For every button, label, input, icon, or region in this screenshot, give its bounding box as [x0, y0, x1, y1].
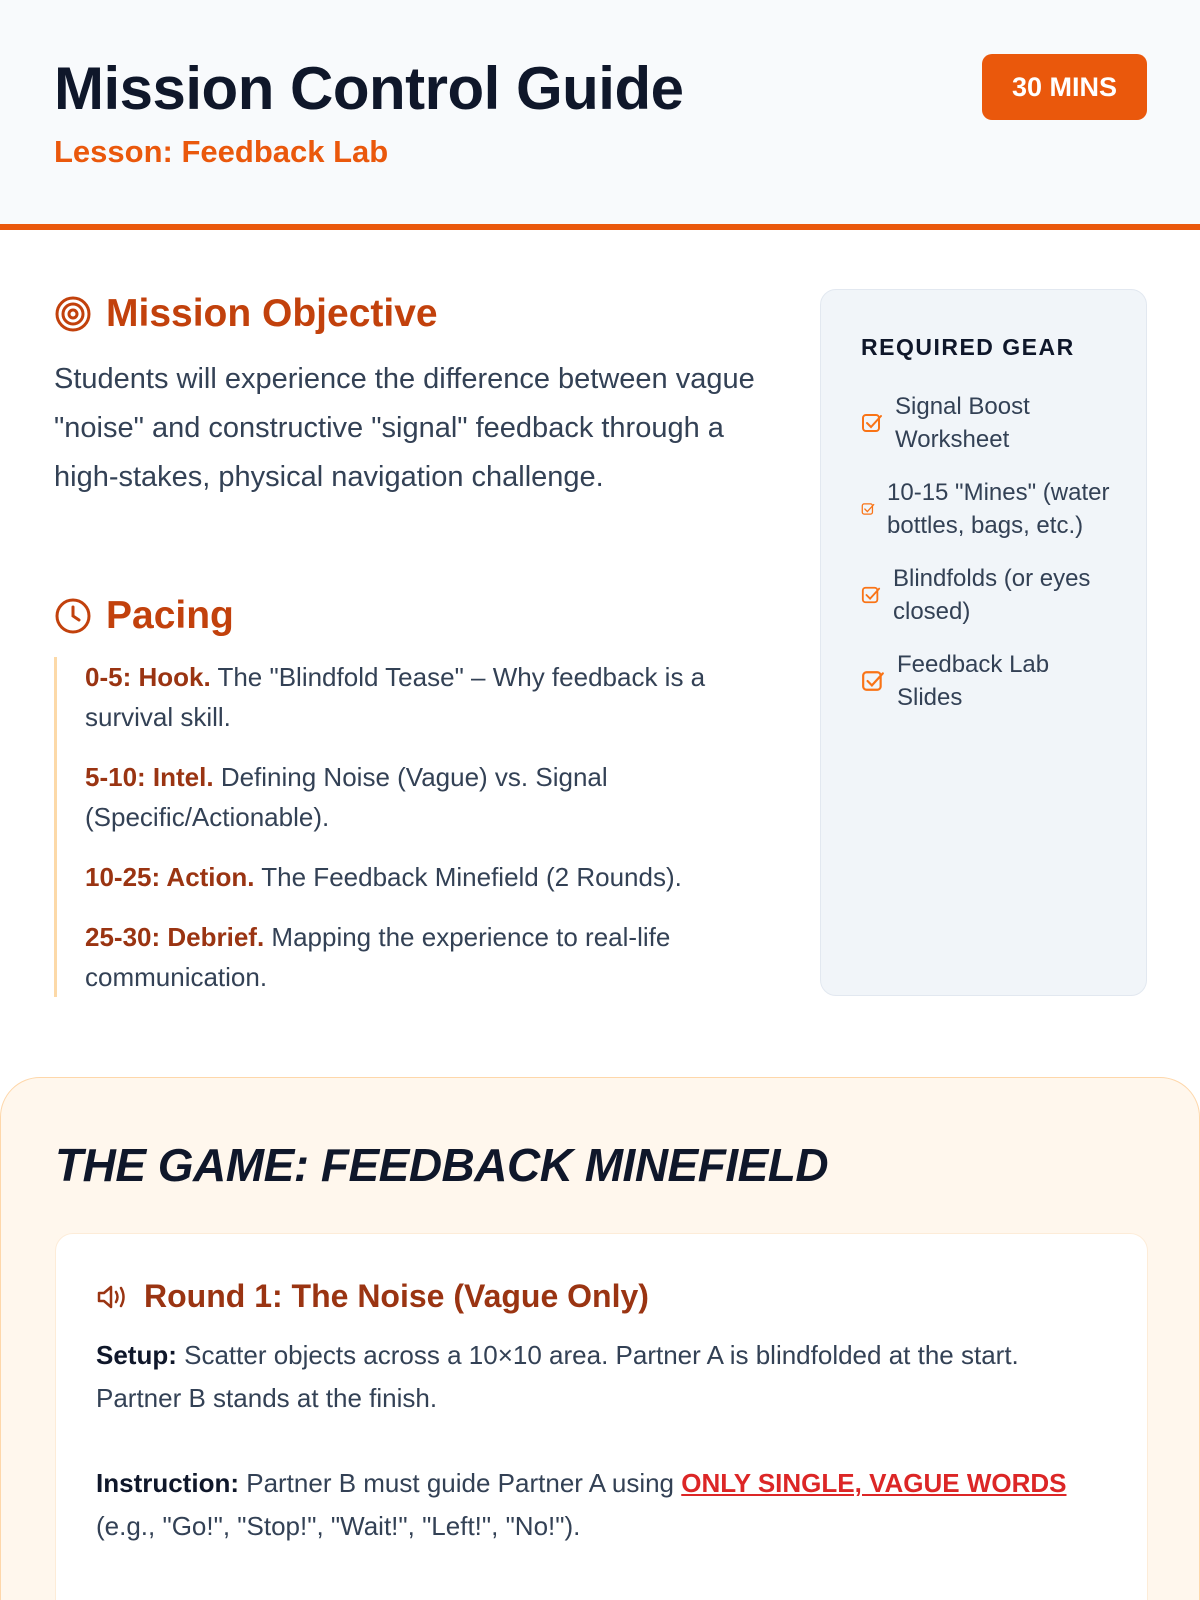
required-gear-panel: [820, 289, 1147, 996]
round-1-heading-label: Round 1: The Noise (Vague Only): [144, 1278, 649, 1314]
check-icon: [861, 669, 885, 693]
gear-item-label: Signal Boost Worksheet: [895, 393, 1030, 453]
pacing-item-intel: [85, 757, 754, 837]
instruction-pre: Partner B must guide Partner A using: [239, 1468, 682, 1498]
clock-icon: [54, 597, 92, 635]
duration-badge: 30 MINS: [982, 54, 1147, 120]
check-icon: [861, 412, 883, 434]
lesson-subtitle: Lesson: Feedback Lab: [54, 134, 389, 169]
pacing-time: 0-5: Hook.: [85, 662, 211, 692]
gear-item: [861, 476, 1121, 542]
instruction-emphasis: ONLY SINGLE, VAGUE WORDS: [681, 1468, 1067, 1498]
page-title: Mission Control Guide: [54, 55, 684, 122]
pacing-timeline: [54, 657, 754, 997]
gear-title: REQUIRED GEAR: [861, 334, 1075, 360]
target-icon: [54, 295, 92, 333]
pacing-desc: The Feedback Minefield (2 Rounds).: [254, 862, 682, 892]
gear-item: [861, 390, 1121, 456]
pacing-item-hook: [85, 657, 754, 737]
instruction-post: (e.g., "Go!", "Stop!", "Wait!", "Left!", "No!").: [96, 1511, 581, 1541]
setup-text: Scatter objects across a 10×10 area. Partner A is blindfolded at the start. Partner B stands at the finish.: [96, 1340, 1019, 1413]
pacing-desc: Mapping the experience to real-life communication.: [85, 922, 671, 992]
pacing-time: 25-30: Debrief.: [85, 922, 265, 952]
game-section: [0, 1077, 1200, 1600]
pacing-item-action: [85, 857, 754, 897]
objective-text: Students will experience the difference between vague "noise" and constructive "signal" feedback through a high-stakes, physical navigation challenge.: [54, 363, 755, 493]
pacing-desc: The "Blindfold Tease" – Why feedback is a survival skill.: [85, 662, 706, 732]
game-title: THE GAME: FEEDBACK MINEFIELD: [55, 1139, 829, 1191]
gear-item-label: Feedback Lab Slides: [897, 651, 1050, 711]
gear-item-label: 10-15 "Mines" (water bottles, bags, etc.): [887, 479, 1110, 539]
pacing-item-debrief: [85, 917, 754, 997]
round-1-setup: [96, 1334, 1106, 1420]
pacing-heading: [54, 594, 234, 638]
pacing-heading-label: Pacing: [106, 594, 234, 637]
pacing-desc: Defining Noise (Vague) vs. Signal (Specific/Actionable).: [85, 762, 608, 832]
round-1-instruction: [96, 1462, 1106, 1548]
pacing-time: 5-10: Intel.: [85, 762, 214, 792]
gear-item-label: Blindfolds (or eyes closed): [893, 565, 1091, 625]
round-1-card: [55, 1233, 1148, 1600]
check-icon: [861, 502, 875, 516]
round-1-heading: [96, 1278, 649, 1315]
setup-label: Setup:: [96, 1340, 177, 1370]
pacing-time: 10-25: Action.: [85, 862, 255, 892]
page-header: [0, 0, 1200, 230]
check-icon: [861, 585, 881, 605]
objective-heading: [54, 292, 438, 336]
objective-heading-label: Mission Objective: [106, 292, 438, 335]
instruction-label: Instruction:: [96, 1468, 239, 1498]
gear-list: [861, 390, 1121, 734]
gear-item: [861, 648, 1121, 714]
gear-item: [861, 562, 1121, 628]
speaker-icon: [96, 1282, 130, 1312]
